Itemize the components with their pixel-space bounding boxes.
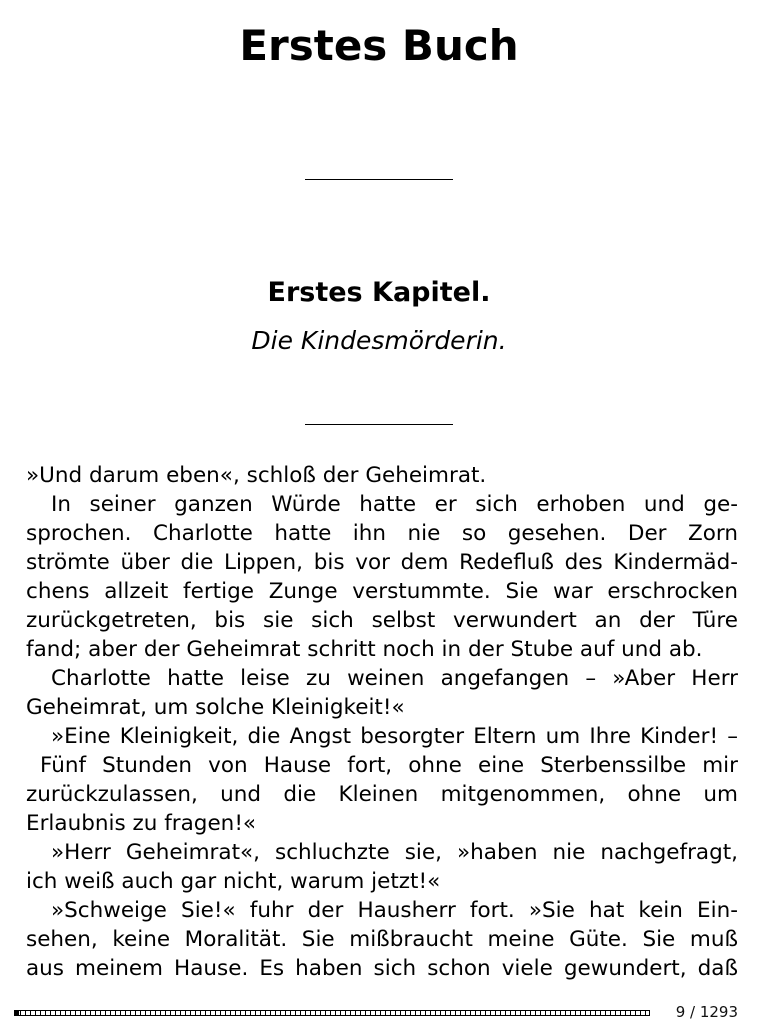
text-line: »Eine Kleinigkeit, die Angst besorgter Eltern um Ihre Kinder! – (51, 724, 738, 749)
page-counter: 9 / 1293 (675, 1003, 738, 1021)
chapter-ticks (15, 1011, 649, 1015)
text-line: Geheimrat, um solche Kleinigkeit!« (26, 695, 405, 720)
text-line: Fünf Stunden von Hause fort, ohne eine Sterbenssilbe mir (40, 753, 738, 778)
text-line: aus meinem Hause. Es haben sich schon viele gewundert, daß (26, 956, 738, 981)
chapter-title: Erstes Kapitel. (267, 277, 491, 308)
text-line: sehen, keine Moralität. Sie mißbraucht meine Güte. Sie muß (26, 927, 738, 952)
chapter-body (26, 461, 738, 983)
text-line: zurückgetreten, bis sie sich selbst verwundert an der Türe (26, 608, 738, 633)
chapter-subtitle: Die Kindesmörderin. (251, 326, 507, 355)
divider-bottom (305, 424, 453, 425)
text-line: strömte über die Lippen, bis vor dem Redefluß des Kindermäd- (26, 550, 738, 575)
reader-footer (0, 1000, 758, 1024)
text-line: »Und darum eben«, schloß der Geheimrat. (26, 463, 487, 488)
text-line: »Schweige Sie!« fuhr der Hausherr fort. »Sie hat kein Ein- (51, 898, 738, 923)
text-line: In seiner ganzen Würde hatte er sich erhoben und ge- (51, 492, 738, 517)
text-line: fand; aber der Geheimrat schritt noch in der Stube auf und ab. (26, 637, 703, 662)
text-line: Erlaubnis zu fragen!« (26, 811, 257, 836)
text-line: »Herr Geheimrat«, schluchzte sie, »haben nie nachgefragt, (51, 840, 738, 865)
divider-top (305, 179, 453, 180)
text-line: zurückzulassen, und die Kleinen mitgenommen, ohne um (26, 782, 738, 807)
text-line: ich weiß auch gar nicht, warum jetzt!« (26, 869, 441, 894)
reading-progress-bar[interactable] (14, 1010, 650, 1016)
book-title: Erstes Buch (239, 21, 519, 70)
text-line: sprochen. Charlotte hatte ihn nie so gesehen. Der Zorn (26, 521, 738, 546)
text-line: chens allzeit fertige Zunge verstummte. Sie war erschrocken (26, 579, 738, 604)
text-line: Charlotte hatte leise zu weinen angefangen – »Aber Herr (51, 666, 738, 691)
